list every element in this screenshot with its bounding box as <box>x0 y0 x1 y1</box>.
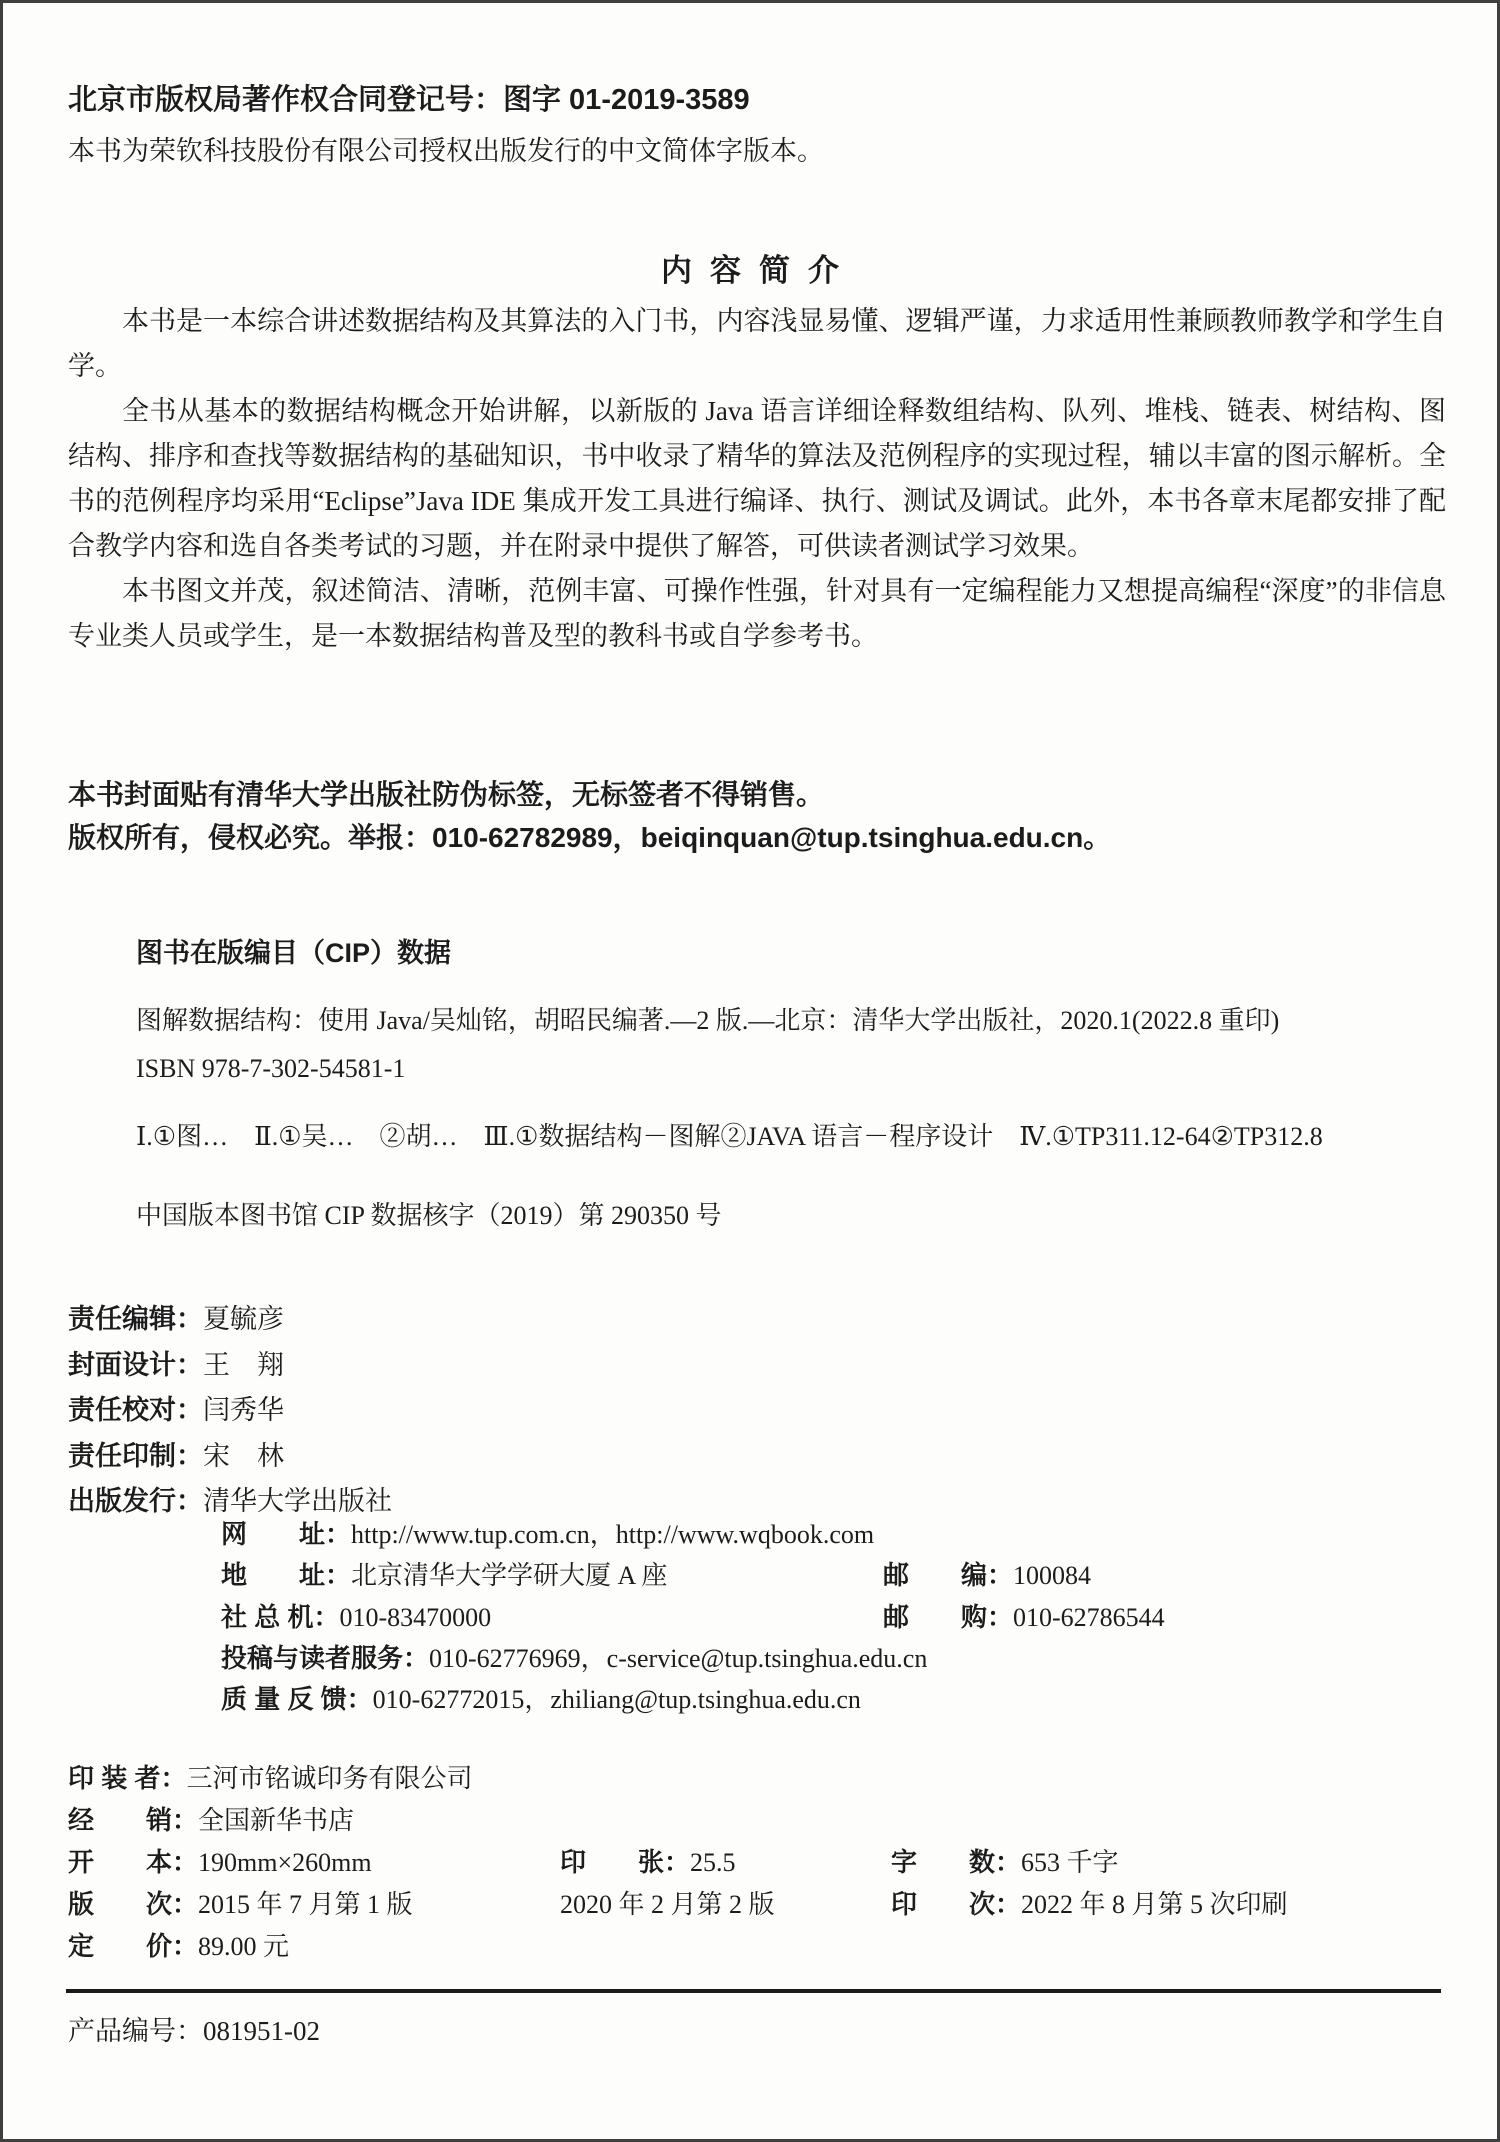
field-label: 字 数： <box>891 1847 1022 1877</box>
field-value: 89.00 元 <box>198 1932 290 1961</box>
field-label: 责任印制： <box>68 1440 203 1471</box>
publisher-row-reader-service <box>221 1638 1451 1679</box>
field-label: 质 量 反 馈： <box>221 1684 373 1715</box>
field-value: 清华大学出版社 <box>203 1486 392 1516</box>
anti-counterfeit-notice: 本书封面贴有清华大学出版社防伪标签，无标签者不得销售。 <box>68 779 825 810</box>
field-label: 出版发行： <box>68 1486 203 1516</box>
field-value: 25.5 <box>690 1848 736 1877</box>
cip-registry-number: 中国版本图书馆 CIP 数据核字（2019）第 290350 号 <box>136 1201 722 1230</box>
publisher-row-address <box>221 1555 1451 1596</box>
copyright-enforcement-notice: 版权所有，侵权必究。举报：010-62782989，beiqinquan@tup.tsinghua.edu.cn。 <box>68 822 1112 853</box>
field-label: 网 址： <box>221 1519 352 1549</box>
cip-header: 图书在版编目（CIP）数据 <box>136 938 452 968</box>
field-value: 190mm×260mm <box>198 1848 372 1877</box>
field-value: 653 千字 <box>1021 1848 1119 1877</box>
field-label: 印 次： <box>891 1889 1022 1919</box>
printing-details-block <box>68 1758 1453 1968</box>
field-value: 2020 年 2 月第 2 版 <box>560 1890 775 1919</box>
publisher-row-quality-feedback <box>221 1679 1451 1720</box>
field-label: 版 次： <box>68 1889 199 1919</box>
field-label: 印 张： <box>560 1847 691 1877</box>
staff-row-print-supervisor <box>68 1434 392 1480</box>
publisher-row-website <box>221 1514 1451 1555</box>
field-value: 100084 <box>1013 1561 1092 1591</box>
field-value: 010-62786544 <box>1013 1602 1165 1632</box>
cip-record-block <box>136 997 1451 1093</box>
legal-notice-block <box>68 773 1437 859</box>
field-value: 2015 年 7 月第 1 版 <box>198 1890 413 1919</box>
field-value: 010-83470000 <box>339 1602 492 1632</box>
product-number-value: 081951-02 <box>203 2016 320 2046</box>
authorization-line: 本书为荣钦科技股份有限公司授权出版发行的中文简体字版本。 <box>68 136 824 166</box>
field-label: 责任校对： <box>68 1395 203 1425</box>
cip-record: 图解数据结构：使用 Java/吴灿铭，胡昭民编著.—2 版.—北京：清华大学出版社，2020.1(2022.8 重印) <box>136 1006 1280 1035</box>
staff-credits-block <box>68 1297 392 1525</box>
divider-rule <box>66 1989 1441 1993</box>
field-value: 闫秀华 <box>203 1395 284 1425</box>
intro-paragraph-2: 全书从基本的数据结构概念开始讲解，以新版的 Java 语言详细诠释数组结构、队列、堆栈、链表、树结构、图结构、排序和查找等数据结构的基础知识，书中收录了精华的算法及范例程序的实现过程，辅以丰富的图示解析。全书的范例程序均采用“Eclipse”Java IDE 集成开发工具进行编译、执行、测试及调试。此外，本书各章末尾都安排了配合教学内容和选自各类考试的习题，并在附录中提供了解答，可供读者测试学习效果。 <box>68 396 1446 561</box>
staff-row-proofreader <box>68 1388 392 1434</box>
field-label: 邮 编： <box>883 1560 1014 1591</box>
field-value: 全国新华书店 <box>198 1806 355 1835</box>
cip-classification: Ⅰ.①图… Ⅱ.①吴… ②胡… Ⅲ.①数据结构－图解②JAVA 语言－程序设计 Ⅳ.①TP311.12-64②TP312.8 <box>136 1122 1323 1151</box>
isbn: ISBN 978-7-302-54581-1 <box>136 1054 406 1083</box>
field-label: 经 销： <box>68 1805 199 1835</box>
field-value: 010-62772015，zhiliang@tup.tsinghua.edu.cn <box>372 1685 861 1715</box>
field-label: 开 本： <box>68 1847 199 1877</box>
publisher-row-switchboard <box>221 1597 1451 1638</box>
production-row-price <box>68 1926 1453 1968</box>
field-label: 地 址： <box>221 1560 352 1591</box>
field-value: 宋 林 <box>203 1440 284 1471</box>
field-label: 印 装 者： <box>68 1763 187 1793</box>
intro-paragraph-3: 本书图文并茂，叙述简洁、清晰，范例丰富、可操作性强，针对具有一定编程能力又想提高编程“深度”的非信息专业类人员或学生，是一本数据结构普及型的教科书或自学参考书。 <box>68 576 1446 651</box>
intro-paragraph-1: 本书是一本综合讲述数据结构及其算法的入门书，内容浅显易懂、逻辑严谨，力求适用性兼顾教师教学和学生自学。 <box>68 306 1446 381</box>
staff-row-editor <box>68 1297 392 1343</box>
field-label: 邮 购： <box>883 1601 1014 1632</box>
content-summary-body <box>68 299 1446 659</box>
field-value: 010-62776969，c-service@tup.tsinghua.edu.cn <box>429 1643 928 1673</box>
field-label: 社 总 机： <box>221 1601 340 1632</box>
field-value: 三河市铭诚印务有限公司 <box>186 1764 473 1793</box>
field-value: 2022 年 8 月第 5 次印刷 <box>1021 1890 1288 1919</box>
copyright-registration-line: 北京市版权局著作权合同登记号：图字 01-2019-3589 <box>68 84 750 116</box>
field-value: 北京清华大学学研大厦 A 座 <box>351 1561 668 1591</box>
field-label: 封面设计： <box>68 1349 203 1380</box>
field-label: 投稿与读者服务： <box>221 1642 430 1673</box>
production-row-edition <box>68 1884 1453 1926</box>
field-value: 王 翔 <box>203 1349 284 1380</box>
production-row-distributor <box>68 1800 1453 1842</box>
field-value: http://www.tup.com.cn，http://www.wqbook.com <box>351 1520 875 1549</box>
product-number-label: 产品编号： <box>68 2016 203 2046</box>
content-summary-title: 内容简介 <box>661 253 857 288</box>
field-label: 定 价： <box>68 1931 199 1961</box>
production-row-printer <box>68 1758 1453 1800</box>
product-number-line <box>68 2009 320 2048</box>
staff-row-cover-design <box>68 1343 392 1389</box>
publisher-contact-block <box>221 1514 1451 1720</box>
field-label: 责任编辑： <box>68 1304 203 1334</box>
field-value: 夏毓彦 <box>203 1304 284 1334</box>
production-row-format <box>68 1842 1453 1884</box>
